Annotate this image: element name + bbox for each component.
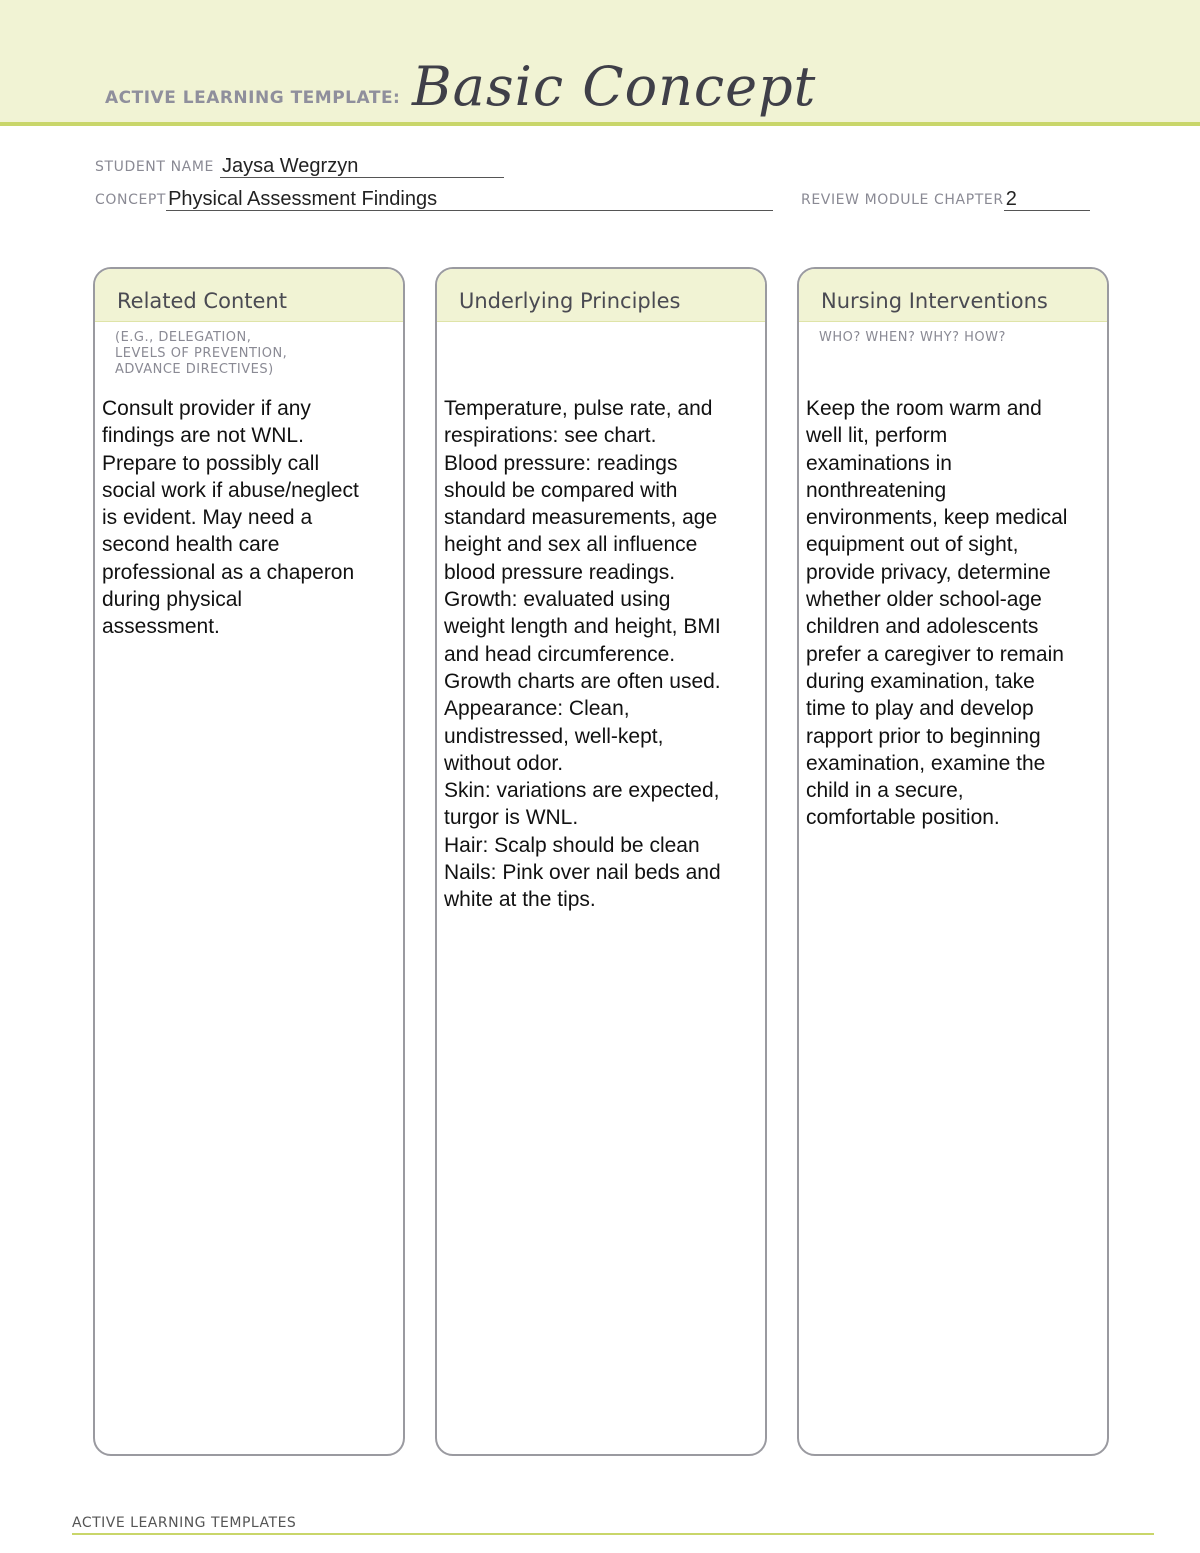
student-name-label: STUDENT NAME [95,159,214,175]
concept-label: CONCEPT [95,192,167,208]
text-line: time to play and develop [806,697,1034,721]
text-line: prefer a caregiver to remain [806,642,1064,666]
text-line: without odor. [444,751,564,775]
text-line: rapport prior to beginning [806,724,1041,748]
template-label: ACTIVE LEARNING TEMPLATE: [105,88,401,108]
text-line: is evident. May need a [102,506,313,530]
text-line: during physical [102,588,243,612]
text-line: during examination, take [806,669,1035,693]
student-name-row [95,155,504,178]
text-line: equipment out of sight, [806,533,1019,557]
review-module-row [801,188,1090,211]
text-line: examination, examine the [806,751,1046,775]
underlying-principles-card [435,267,767,1456]
text-line: environments, keep medical [806,506,1068,530]
text-line: blood pressure readings. [444,560,676,584]
text-line: Hair: Scalp should be clean [444,833,700,857]
text-line: children and adolescents [806,615,1039,639]
page-title: Basic Concept [412,55,817,118]
card-title: Related Content [117,289,287,313]
card-title: Underlying Principles [459,289,681,313]
text-line: whether older school-age [806,588,1042,612]
text-line: and head circumference. [444,642,676,666]
card-subtitle: (E.G., DELEGATION, LEVELS OF PREVENTION, ADVANCE DIRECTIVES) [115,330,288,377]
text-line: assessment. [102,615,220,639]
text-line: undistressed, well-kept, [444,724,664,748]
card-title: Nursing Interventions [821,289,1048,313]
text-line: height and sex all influence [444,533,698,557]
text-line: well lit, perform [806,424,948,448]
text-line: Nails: Pink over nail beds and [444,861,721,885]
related-content-text[interactable] [102,395,359,641]
text-line: Prepare to possibly call [102,451,320,475]
review-module-field[interactable]: 2 [1004,188,1090,211]
footer-label: ACTIVE LEARNING TEMPLATES [72,1515,297,1531]
text-line: Temperature, pulse rate, and [444,397,713,420]
text-line: Consult provider if any [102,397,311,420]
text-line: respirations: see chart. [444,424,657,448]
nursing-interventions-text[interactable] [806,395,1067,832]
text-line: Keep the room warm and [806,397,1042,420]
text-line: white at the tips. [444,888,596,912]
text-line: Growth charts are often used. [444,669,721,693]
text-line: provide privacy, determine [806,560,1051,584]
text-line: Blood pressure: readings [444,451,678,475]
underlying-principles-text[interactable] [444,395,721,914]
concept-row [95,188,773,211]
text-line: social work if abuse/neglect [102,478,359,502]
text-line: comfortable position. [806,806,1000,830]
header-divider [0,122,1200,126]
text-line: standard measurements, age [444,506,718,530]
text-line: findings are not WNL. [102,424,304,448]
related-content-card [93,267,405,1456]
text-line: nonthreatening [806,478,947,502]
text-line: weight length and height, BMI [444,615,721,639]
text-line: child in a secure, [806,779,964,803]
text-line: second health care [102,533,280,557]
text-line: Growth: evaluated using [444,588,671,612]
text-line: should be compared with [444,478,678,502]
text-line: examinations in [806,451,952,475]
concept-field[interactable]: Physical Assessment Findings [166,188,773,211]
card-subtitle: WHO? WHEN? WHY? HOW? [819,330,1006,345]
nursing-interventions-card [797,267,1109,1456]
review-module-label: REVIEW MODULE CHAPTER [801,192,1004,208]
footer-divider [72,1533,1154,1535]
text-line: Skin: variations are expected, [444,779,720,803]
text-line: professional as a chaperon [102,560,355,584]
text-line: turgor is WNL. [444,806,579,830]
text-line: Appearance: Clean, [444,697,630,721]
student-name-field[interactable]: Jaysa Wegrzyn [220,155,504,178]
